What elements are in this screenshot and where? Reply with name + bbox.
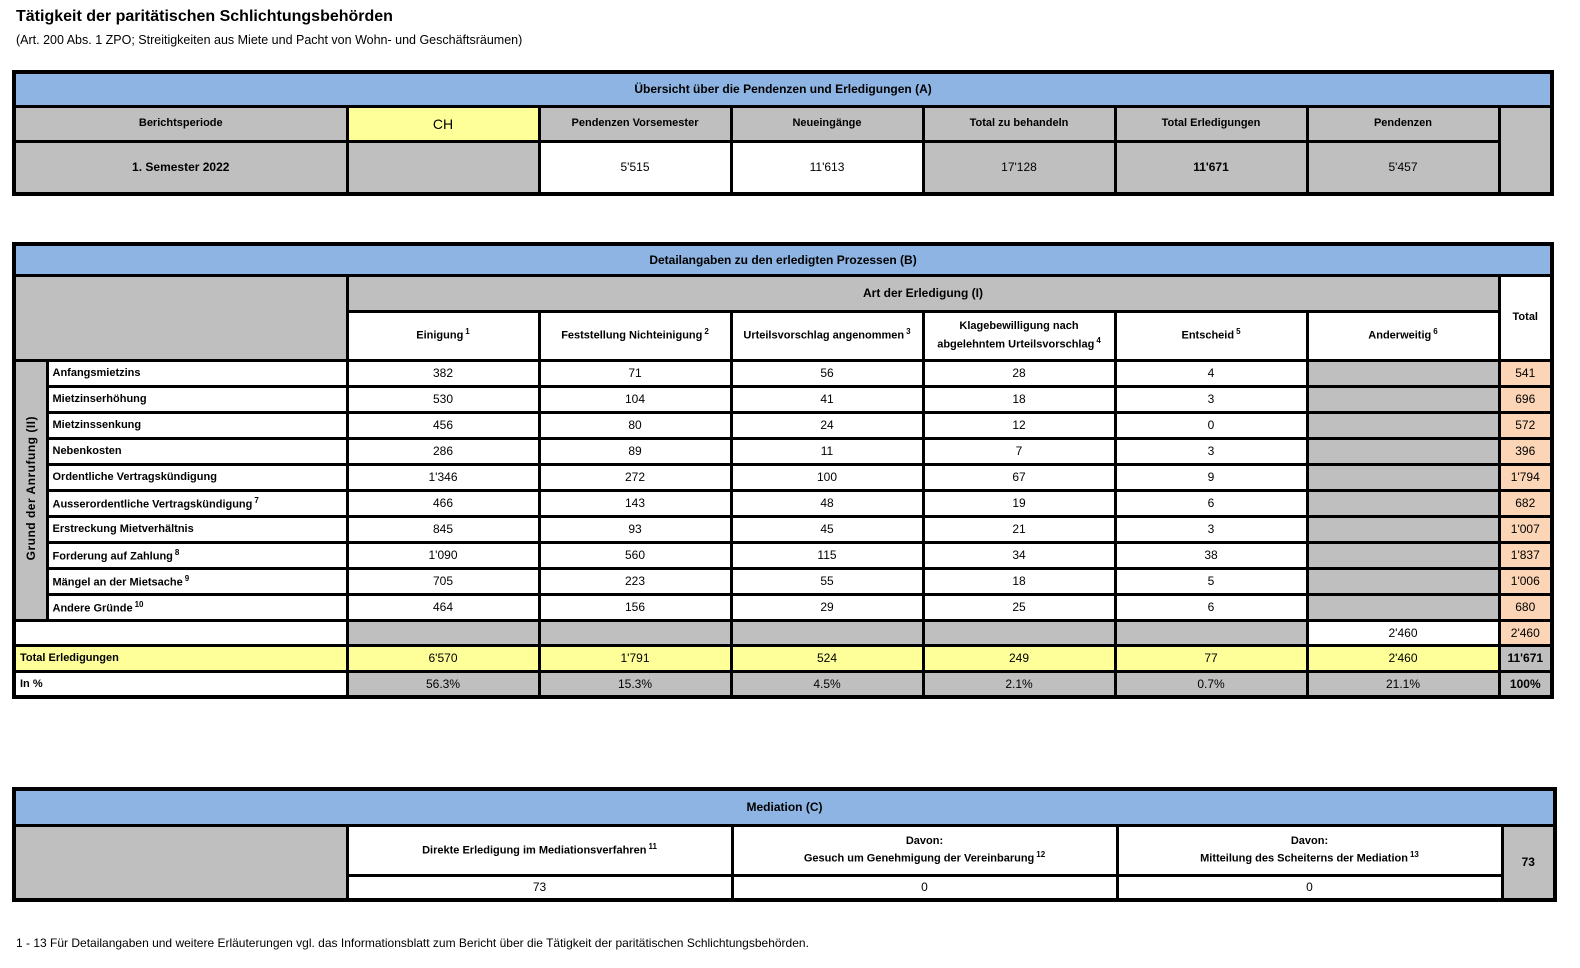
b-data-row (14, 386, 1552, 412)
page-subtitle: (Art. 200 Abs. 1 ZPO; Streitigkeiten aus Miete und Pacht von Wohn- und Geschäftsräumen) (16, 33, 523, 47)
b-row-label: Mängel an der Mietsache $^9$ (47, 568, 347, 594)
b-total-value: 77 (1115, 645, 1307, 671)
b-value-cell: 71 (539, 360, 731, 386)
page-title: Tätigkeit der paritätischen Schlichtungsbehörden (16, 8, 393, 25)
b-percent-row-label: In % (14, 671, 347, 697)
b-row-label: Mietzinserhöhung (47, 386, 347, 412)
b-data-row (14, 412, 1552, 438)
col-header-note: 12 (1036, 850, 1046, 860)
a-row-label: 1. Semester 2022 (14, 141, 347, 194)
b-row-label: Andere Gründe $^{10}$ (47, 594, 347, 620)
b-percent-total: 100% (1499, 671, 1552, 697)
b-data-row (14, 464, 1552, 490)
b-value-cell: 3 (1115, 516, 1307, 542)
b-data-row (14, 568, 1552, 594)
b-value-cell: 89 (539, 438, 731, 464)
a-col-header-total-erledigungen: Total Erledigungen (1115, 106, 1307, 141)
b-anderweitig-row (14, 620, 1552, 645)
b-data-row (14, 594, 1552, 620)
b-anderweitig-empty-cell (1307, 386, 1499, 412)
b-row-total-cell: 1'007 (1499, 516, 1552, 542)
footnote: 1 - 13 Für Detailangaben und weitere Erläuterungen vgl. das Informationsblatt zum Bericht über die Tätigkeit der paritätischen Schlichtungsbehörden. (16, 936, 809, 950)
b-value-cell: 115 (731, 542, 923, 568)
b-data-row (14, 360, 1552, 386)
empty-cell (14, 620, 347, 645)
b-corner-cell (14, 275, 347, 360)
empty-cell (539, 620, 731, 645)
b-row-axis-label: Grund der Anrufung (II) (23, 416, 38, 561)
b-anderweitig-empty-cell (1307, 412, 1499, 438)
b-data-row (14, 516, 1552, 542)
col-header-label: Mitteilung des Scheiterns der Mediation (1200, 852, 1408, 865)
b-total-value: 249 (923, 645, 1115, 671)
col-header-note: 1 (465, 327, 470, 337)
col-header-note: 5 (1236, 327, 1241, 337)
c-value-mitteilung-scheitern: 0 (1117, 875, 1502, 900)
b-col-header-einigung (347, 311, 539, 360)
b-value-cell: 6 (1115, 490, 1307, 516)
b-value-cell: 38 (1115, 542, 1307, 568)
col-header-note: 4 (1096, 335, 1101, 345)
b-value-cell: 18 (923, 386, 1115, 412)
b-anderweitig-empty-cell (1307, 568, 1499, 594)
b-value-cell: 55 (731, 568, 923, 594)
a-col-header-pendenzen-vorsemester: Pendenzen Vorsemester (539, 106, 731, 141)
section-c-table (12, 787, 1557, 902)
b-total-value: 6'570 (347, 645, 539, 671)
b-percent-value: 56.3% (347, 671, 539, 697)
b-value-cell: 29 (731, 594, 923, 620)
b-row-label: Anfangsmietzins (47, 360, 347, 386)
b-col-header-klagebewilligung (923, 311, 1115, 360)
section-b-title: Detailangaben zu den erledigten Prozessen (B) (14, 244, 1552, 275)
b-percent-value: 21.1% (1307, 671, 1499, 697)
b-row-axis-cell (14, 360, 47, 620)
b-value-cell: 93 (539, 516, 731, 542)
section-b-table (12, 242, 1554, 699)
b-anderweitig-empty-cell (1307, 464, 1499, 490)
b-value-cell: 223 (539, 568, 731, 594)
b-value-cell: 3 (1115, 386, 1307, 412)
b-value-cell: 45 (731, 516, 923, 542)
b-row-total-cell: 1'006 (1499, 568, 1552, 594)
b-value-cell: 705 (347, 568, 539, 594)
b-value-cell: 56 (731, 360, 923, 386)
b-value-cell: 100 (731, 464, 923, 490)
empty-cell (347, 620, 539, 645)
b-col-header-feststellung-nichteinigung (539, 311, 731, 360)
b-data-row (14, 490, 1552, 516)
col-header-note: 2 (704, 327, 709, 337)
a-value-neueingaenge: 11'613 (731, 141, 923, 194)
b-row-label: Ausserordentliche Vertragskündigung $^7$ (47, 490, 347, 516)
b-anderweitig-total: 2'460 (1499, 620, 1552, 645)
b-row-total-cell: 682 (1499, 490, 1552, 516)
b-value-cell: 28 (923, 360, 1115, 386)
b-row-total-cell: 1'794 (1499, 464, 1552, 490)
col-header-label: Urteilsvorschlag angenommen (743, 330, 905, 343)
a-spacer-cell (1499, 106, 1552, 194)
b-value-cell: 464 (347, 594, 539, 620)
b-anderweitig-empty-cell (1307, 490, 1499, 516)
b-row-total-cell: 1'837 (1499, 542, 1552, 568)
b-row-total-cell: 541 (1499, 360, 1552, 386)
b-row-label: Mietzinssenkung (47, 412, 347, 438)
col-header-prefix: Davon: (905, 834, 944, 847)
a-value-pendenzen-vorsemester: 5'515 (539, 141, 731, 194)
b-value-cell: 156 (539, 594, 731, 620)
a-ch-value (347, 141, 539, 194)
b-total-value: 524 (731, 645, 923, 671)
c-value-direkte-erledigung: 73 (347, 875, 732, 900)
a-col-header-neueingaenge: Neueingänge (731, 106, 923, 141)
b-row-label: Ordentliche Vertragskündigung (47, 464, 347, 490)
b-value-cell: 25 (923, 594, 1115, 620)
b-total-row (14, 645, 1552, 671)
b-value-cell: 3 (1115, 438, 1307, 464)
b-percent-value: 2.1% (923, 671, 1115, 697)
b-value-cell: 80 (539, 412, 731, 438)
b-value-cell: 24 (731, 412, 923, 438)
b-percent-row (14, 671, 1552, 697)
col-header-label: Direkte Erledigung im Mediationsverfahren (422, 844, 647, 857)
b-anderweitig-empty-cell (1307, 438, 1499, 464)
b-grand-total: 11'671 (1499, 645, 1552, 671)
b-value-cell: 18 (923, 568, 1115, 594)
c-total-cell: 73 (1502, 825, 1555, 900)
b-anderweitig-empty-cell (1307, 516, 1499, 542)
b-total-header: Total (1499, 275, 1552, 360)
c-col-header-gesuch-genehmigung (732, 825, 1117, 875)
b-value-cell: 104 (539, 386, 731, 412)
col-header-note: 6 (1433, 327, 1438, 337)
b-data-row (14, 438, 1552, 464)
col-header-note: 11 (648, 841, 657, 851)
col-header-label: Einigung (416, 330, 464, 343)
col-header-label: Anderweitig (1368, 330, 1432, 343)
b-value-cell: 67 (923, 464, 1115, 490)
b-anderweitig-empty-cell (1307, 360, 1499, 386)
b-value-cell: 0 (1115, 412, 1307, 438)
empty-cell (731, 620, 923, 645)
b-total-row-label: Total Erledigungen (14, 645, 347, 671)
empty-cell (1115, 620, 1307, 645)
b-row-total-cell: 680 (1499, 594, 1552, 620)
b-group-header: Art der Erledigung (I) (347, 275, 1499, 311)
section-a-table (12, 70, 1554, 196)
b-value-cell: 286 (347, 438, 539, 464)
a-col-header-pendenzen: Pendenzen (1307, 106, 1499, 141)
col-header-label: Entscheid (1181, 330, 1235, 343)
b-value-cell: 21 (923, 516, 1115, 542)
c-col-header-mitteilung-scheitern (1117, 825, 1502, 875)
b-value-cell: 48 (731, 490, 923, 516)
b-value-cell: 41 (731, 386, 923, 412)
a-value-pendenzen: 5'457 (1307, 141, 1499, 194)
a-col-header-ch: CH (347, 106, 539, 141)
b-value-cell: 1'346 (347, 464, 539, 490)
b-row-label: Forderung auf Zahlung $^8$ (47, 542, 347, 568)
a-col-header-total-zu-behandeln: Total zu behandeln (923, 106, 1115, 141)
b-anderweitig-empty-cell (1307, 542, 1499, 568)
b-percent-value: 15.3% (539, 671, 731, 697)
b-value-cell: 530 (347, 386, 539, 412)
b-row-label: Nebenkosten (47, 438, 347, 464)
section-a-title: Übersicht über die Pendenzen und Erledigungen (A) (14, 72, 1552, 106)
b-value-cell: 143 (539, 490, 731, 516)
b-anderweitig-empty-cell (1307, 594, 1499, 620)
c-value-gesuch-genehmigung: 0 (732, 875, 1117, 900)
b-value-cell: 560 (539, 542, 731, 568)
b-row-label: Erstreckung Mietverhältnis (47, 516, 347, 542)
a-value-total-zu-behandeln: 17'128 (923, 141, 1115, 194)
b-total-value: 1'791 (539, 645, 731, 671)
b-value-cell: 11 (731, 438, 923, 464)
b-col-header-entscheid (1115, 311, 1307, 360)
b-value-cell: 5 (1115, 568, 1307, 594)
b-value-cell: 1'090 (347, 542, 539, 568)
b-value-cell: 34 (923, 542, 1115, 568)
b-row-total-cell: 696 (1499, 386, 1552, 412)
b-value-cell: 382 (347, 360, 539, 386)
b-value-cell: 12 (923, 412, 1115, 438)
b-percent-value: 4.5% (731, 671, 923, 697)
col-header-label: Gesuch um Genehmigung der Vereinbarung (803, 852, 1035, 865)
col-header-label: Klagebewilligung nach abgelehntem Urteilsvorschlag (937, 320, 1095, 351)
b-col-header-anderweitig (1307, 311, 1499, 360)
b-data-row (14, 542, 1552, 568)
b-value-cell: 19 (923, 490, 1115, 516)
b-value-cell: 845 (347, 516, 539, 542)
b-row-total-cell: 396 (1499, 438, 1552, 464)
b-value-cell: 9 (1115, 464, 1307, 490)
col-header-note: 3 (906, 327, 911, 337)
c-col-header-direkte-erledigung (347, 825, 732, 875)
b-anderweitig-value: 2'460 (1307, 620, 1499, 645)
b-percent-value: 0.7% (1115, 671, 1307, 697)
section-c-title: Mediation (C) (14, 789, 1555, 825)
b-value-cell: 272 (539, 464, 731, 490)
b-value-cell: 466 (347, 490, 539, 516)
b-row-total-cell: 572 (1499, 412, 1552, 438)
b-col-header-urteilsvorschlag-angenommen (731, 311, 923, 360)
col-header-note: 13 (1409, 850, 1419, 860)
col-header-prefix: Davon: (1290, 834, 1329, 847)
empty-cell (923, 620, 1115, 645)
col-header-label: Feststellung Nichteinigung (561, 330, 703, 343)
a-value-total-erledigungen: 11'671 (1115, 141, 1307, 194)
b-value-cell: 7 (923, 438, 1115, 464)
b-value-cell: 6 (1115, 594, 1307, 620)
b-value-cell: 456 (347, 412, 539, 438)
a-col-header-berichtsperiode: Berichtsperiode (14, 106, 347, 141)
b-total-value: 2'460 (1307, 645, 1499, 671)
b-value-cell: 4 (1115, 360, 1307, 386)
c-corner-cell (14, 825, 347, 900)
